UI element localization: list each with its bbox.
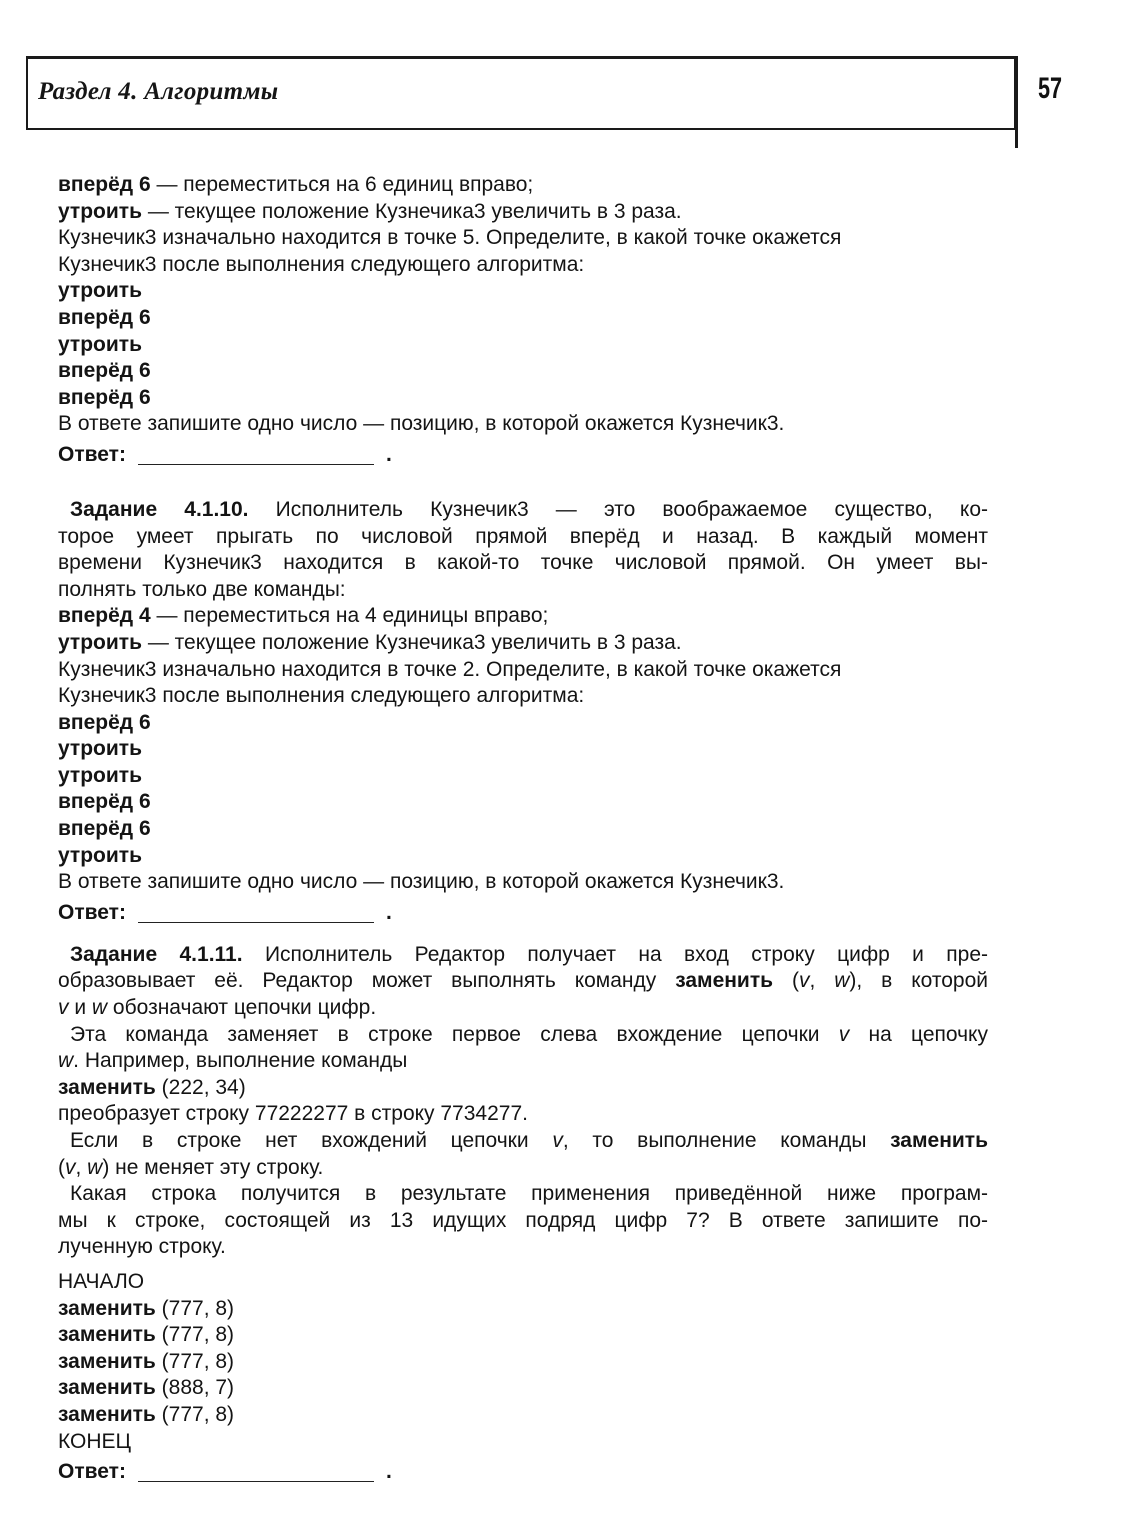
answer-blank[interactable] [138, 1463, 374, 1482]
condition-text: Кузнечик3 изначально находится в точке 5. Определите, в какой точке окажется [58, 226, 842, 250]
example-command: заменить (222, 34) [58, 1075, 246, 1099]
task-text: Эта команда заменяет в строке первое слева вхождение цепочки v на цепочку [70, 1022, 988, 1046]
page-content [58, 172, 988, 1486]
task-text: полнять только две команды: [58, 577, 346, 601]
task-text: (v, w) не меняет эту строку. [58, 1155, 324, 1179]
program-line: заменить (888, 7) [58, 1376, 235, 1400]
task-text: v и w обозначают цепочки цифр. [58, 996, 377, 1020]
program-line: утроить [58, 737, 142, 761]
answer-label: Ответ: [58, 1460, 126, 1484]
program-line: заменить (777, 8) [58, 1349, 235, 1373]
answer-blank[interactable] [138, 904, 374, 923]
answer-row: Ответ: . [58, 900, 392, 924]
program-line: вперёд 6 [58, 817, 151, 841]
program-line: вперёд 6 [58, 359, 151, 383]
program-line: вперёд 6 [58, 790, 151, 814]
program-line: заменить (777, 8) [58, 1323, 235, 1347]
page-number: 57 [1038, 72, 1063, 105]
program-line: вперёд 6 [58, 305, 151, 329]
condition-text: Кузнечик3 после выполнения следующего алгоритма: [58, 252, 585, 276]
program-line: вперёд 6 [58, 385, 151, 409]
task-text: Если в строке нет вхождений цепочки v, то выполнение команды заменить [70, 1129, 988, 1152]
answer-row: Ответ: . [58, 1460, 392, 1484]
command-definition: утроить — текущее положение Кузнечика3 увеличить в 3 раза. [58, 199, 682, 223]
command-definition: вперёд 4 — переместиться на 4 единицы вправо; [58, 604, 549, 628]
answer-label: Ответ: [58, 900, 126, 924]
program-line: утроить [58, 332, 142, 356]
question-text: лученную строку. [58, 1235, 226, 1259]
program-line: заменить (777, 8) [58, 1296, 235, 1320]
task-heading-line: Задание 4.1.10. Исполнитель Кузнечик3 — это воображаемое существо, ко- [70, 497, 988, 521]
instruction-text: В ответе запишите одно число — позицию, в которой окажется Кузнечик3. [58, 412, 785, 436]
section-title: Раздел 4. Алгоритмы [38, 78, 279, 105]
program-end: КОНЕЦ [58, 1429, 132, 1453]
task-text: w. Например, выполнение команды [58, 1049, 408, 1073]
answer-blank[interactable] [138, 446, 374, 465]
program-line: утроить [58, 763, 142, 787]
condition-text: Кузнечик3 изначально находится в точке 2. Определите, в какой точке окажется [58, 657, 842, 681]
example-result: преобразует строку 77222277 в строку 7734277. [58, 1102, 528, 1126]
command-definition: утроить — текущее положение Кузнечика3 увеличить в 3 раза. [58, 630, 682, 654]
condition-text: Кузнечик3 после выполнения следующего алгоритма: [58, 684, 585, 708]
task-text: времени Кузнечик3 находится в какой-то точке числовой прямой. Он умеет вы- [58, 551, 988, 575]
header-divider [1015, 56, 1018, 148]
task-heading-line: Задание 4.1.11. Исполнитель Редактор получает на вход строку цифр и пре- [70, 942, 989, 966]
instruction-text: В ответе запишите одно число — позицию, в которой окажется Кузнечик3. [58, 870, 785, 894]
question-text: мы к строке, состоящей из 13 идущих подряд цифр 7? В ответе запишите по- [58, 1208, 988, 1232]
command-definition: вперёд 6 — переместиться на 6 единиц вправо; [58, 173, 534, 196]
task-text: торое умеет прыгать по числовой прямой вперёд и назад. В каждый момент [58, 524, 988, 548]
answer-row: Ответ: . [58, 442, 392, 466]
program-line: вперёд 6 [58, 710, 151, 734]
program-line: утроить [58, 843, 142, 867]
program-begin: НАЧАЛО [58, 1269, 145, 1293]
task-title: Задание 4.1.11. [70, 942, 243, 966]
task-text: образовывает её. Редактор может выполнять команду заменить (v, w), в которой [58, 969, 989, 993]
program-line: утроить [58, 279, 142, 303]
answer-label: Ответ: [58, 442, 126, 466]
question-text: Какая строка получится в результате применения приведённой ниже програм- [70, 1182, 988, 1206]
program-line: заменить (777, 8) [58, 1402, 235, 1426]
task-title: Задание 4.1.10. [70, 497, 249, 521]
